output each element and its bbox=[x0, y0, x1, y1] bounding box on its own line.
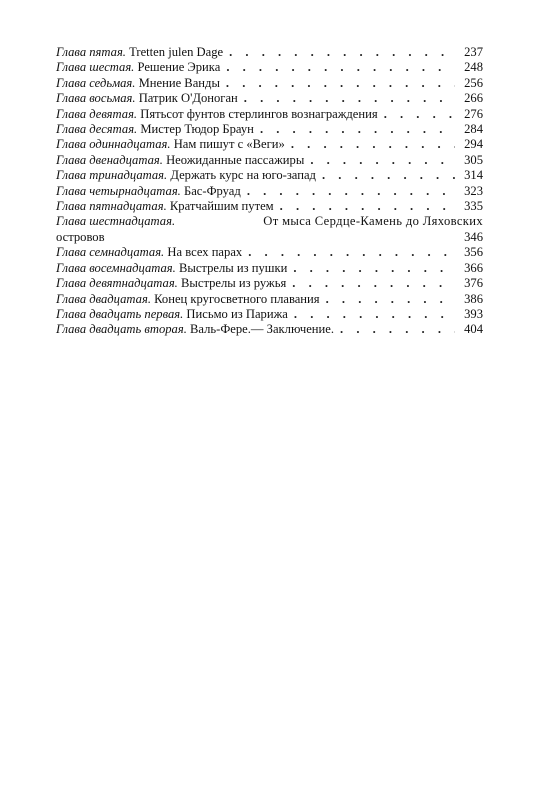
chapter-label: Глава двадцать первая. bbox=[56, 306, 184, 321]
chapter-label: Глава девятая. bbox=[56, 106, 138, 121]
page-number: 314 bbox=[464, 168, 483, 183]
dot-leader bbox=[280, 199, 455, 214]
toc-entry bbox=[56, 137, 483, 152]
page-number: 404 bbox=[464, 322, 483, 337]
dot-leader bbox=[322, 168, 455, 183]
toc-entry bbox=[56, 292, 483, 307]
page-number: 376 bbox=[464, 276, 483, 291]
chapter-label: Глава четырнадцатая. bbox=[56, 183, 181, 198]
page-number: 266 bbox=[464, 91, 483, 106]
chapter-label: Глава десятая. bbox=[56, 122, 138, 137]
toc-entry bbox=[56, 76, 483, 91]
toc-entry bbox=[56, 184, 483, 199]
page-number: 335 bbox=[464, 199, 483, 214]
chapter-title: Конец кругосветного плавания bbox=[154, 291, 320, 306]
chapter-label: Глава седьмая. bbox=[56, 75, 136, 90]
chapter-title: От мыса Сердце-Камень до Ляховских bbox=[263, 214, 483, 229]
page-number: 294 bbox=[464, 137, 483, 152]
chapter-title: Валь-Фере.— Заключение. bbox=[190, 322, 335, 337]
dot-leader bbox=[310, 153, 455, 168]
toc-entry bbox=[56, 322, 483, 337]
page-number: 386 bbox=[464, 291, 483, 306]
chapter-title: Бас-Фруад bbox=[183, 183, 241, 198]
chapter-title: Патрик О'Доноган bbox=[138, 91, 238, 106]
toc-entry bbox=[56, 45, 483, 60]
chapter-title: Держать курс на юго-запад bbox=[170, 168, 316, 183]
page-number: 256 bbox=[464, 75, 483, 90]
toc-entry bbox=[56, 307, 483, 322]
page-number: 276 bbox=[464, 106, 483, 121]
chapter-title: Tretten julen Dage bbox=[129, 45, 224, 59]
page-number: 356 bbox=[464, 245, 483, 260]
chapter-label: Глава шестнадцатая. bbox=[56, 214, 176, 229]
page-number: 248 bbox=[464, 60, 483, 75]
chapter-title: Решение Эрика bbox=[137, 60, 221, 75]
toc-entry bbox=[56, 199, 483, 214]
toc-entry bbox=[56, 214, 483, 229]
chapter-label: Глава тринадцатая. bbox=[56, 168, 168, 183]
chapter-title: Неожиданные пассажиры bbox=[166, 152, 305, 167]
dot-leader bbox=[226, 76, 455, 91]
chapter-label: Глава пятая. bbox=[56, 45, 126, 59]
dot-leader bbox=[292, 276, 455, 291]
toc-entry bbox=[56, 261, 483, 276]
dot-leader bbox=[294, 307, 455, 322]
chapter-title: Кратчайшим путем bbox=[169, 199, 274, 214]
chapter-title: Мнение Ванды bbox=[138, 75, 220, 90]
page-number: 346 bbox=[464, 229, 483, 244]
toc-entry bbox=[56, 153, 483, 168]
page-number: 393 bbox=[464, 306, 483, 321]
chapter-title: Нам пишут с «Веги» bbox=[173, 137, 285, 152]
page-number: 323 bbox=[464, 183, 483, 198]
dot-leader bbox=[248, 245, 455, 260]
chapter-label: Глава двенадцатая. bbox=[56, 152, 163, 167]
chapter-label: Глава восемнадцатая. bbox=[56, 260, 176, 275]
chapter-label: Глава пятнадцатая. bbox=[56, 199, 167, 214]
toc-entry bbox=[56, 107, 483, 122]
dot-leader bbox=[291, 137, 455, 152]
chapter-label: Глава девятнадцатая. bbox=[56, 276, 178, 291]
dot-leader bbox=[384, 107, 455, 122]
dot-leader bbox=[260, 122, 455, 137]
dot-leader bbox=[229, 45, 455, 60]
toc-entry bbox=[56, 60, 483, 75]
chapter-label: Глава двадцатая. bbox=[56, 291, 151, 306]
chapter-label: Глава одиннадцатая. bbox=[56, 137, 171, 152]
chapter-label: Глава восьмая. bbox=[56, 91, 136, 106]
chapter-title: На всех парах bbox=[167, 245, 243, 260]
page-number: 305 bbox=[464, 152, 483, 167]
page-number: 237 bbox=[464, 45, 483, 59]
chapter-label: Глава шестая. bbox=[56, 60, 135, 75]
toc-entry bbox=[56, 168, 483, 183]
chapter-label: Глава семнадцатая. bbox=[56, 245, 165, 260]
toc-entry bbox=[56, 122, 483, 137]
toc-entry-continuation bbox=[56, 230, 483, 245]
page-number: 366 bbox=[464, 260, 483, 275]
dot-leader bbox=[326, 292, 455, 307]
dot-leader bbox=[247, 184, 455, 199]
chapter-title: Выстрелы из ружья bbox=[181, 276, 287, 291]
toc-entry bbox=[56, 245, 483, 260]
chapter-title: Пятьсот фунтов стерлингов вознаграждения bbox=[140, 106, 378, 121]
table-of-contents bbox=[56, 45, 483, 338]
dot-leader bbox=[340, 322, 455, 337]
chapter-title: Письмо из Парижа bbox=[186, 306, 288, 321]
dot-leader bbox=[293, 261, 455, 276]
chapter-title-continuation: островов bbox=[56, 229, 105, 244]
chapter-title: Выстрелы из пушки bbox=[178, 260, 288, 275]
chapter-label: Глава двадцать вторая. bbox=[56, 322, 187, 337]
dot-leader bbox=[226, 60, 455, 75]
toc-entry bbox=[56, 91, 483, 106]
chapter-title: Мистер Тюдор Браун bbox=[140, 122, 254, 137]
page-number: 284 bbox=[464, 122, 483, 137]
toc-entry bbox=[56, 276, 483, 291]
dot-leader bbox=[244, 91, 455, 106]
